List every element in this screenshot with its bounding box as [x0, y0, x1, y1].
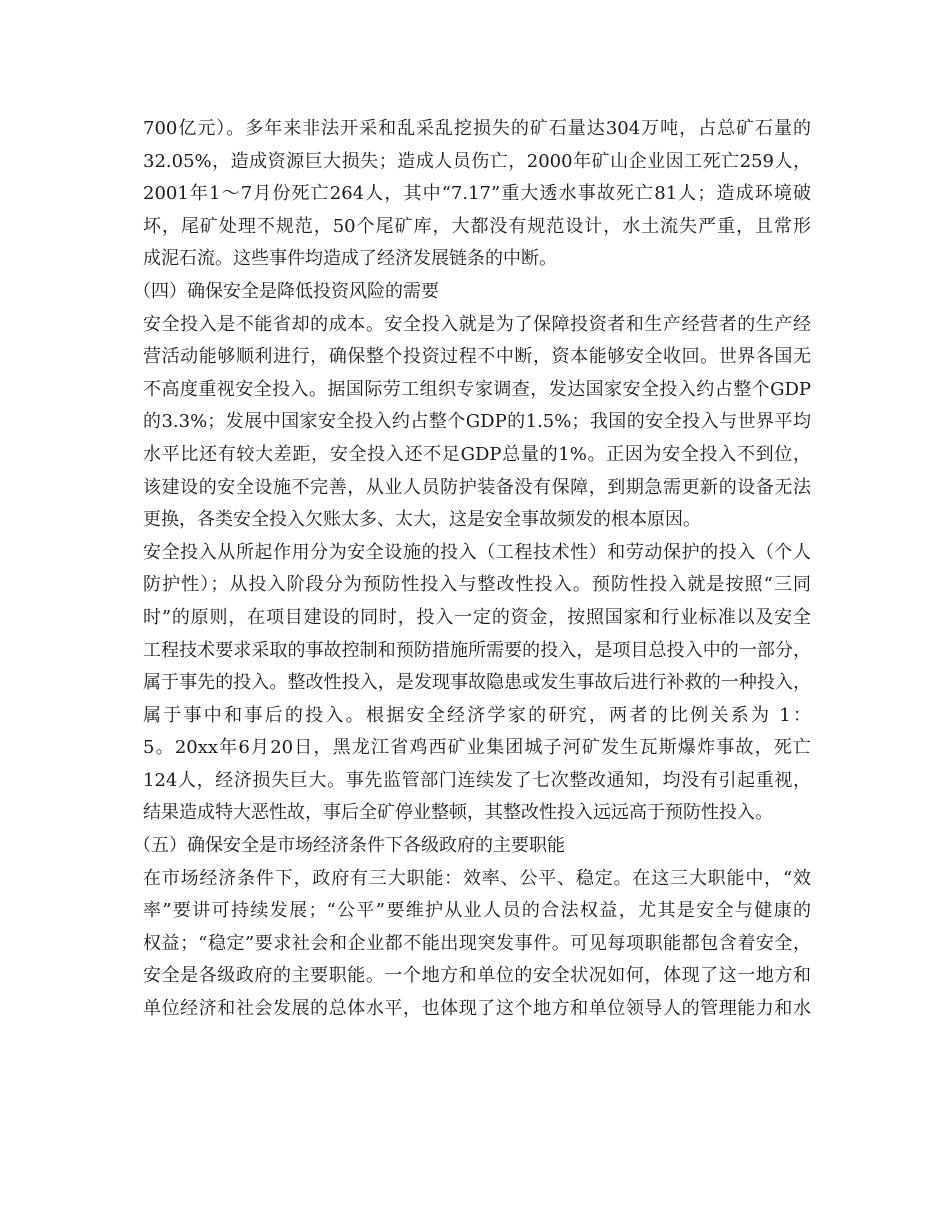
text-line: 属于事中和事后的投入。根据安全经济学家的研究，两者的比例关系为 1：	[143, 704, 811, 726]
text-line: 124人，经济损失巨大。事先监管部门连续发了七次整改通知，均没有引起重视，	[143, 769, 811, 791]
text-line: 在市场经济条件下，政府有三大职能：效率、公平、稳定。在这三大职能中，“效	[143, 867, 811, 889]
text-line: 安全投入从所起作用分为安全设施的投入（工程技术性）和劳动保护的投入（个人	[143, 541, 811, 563]
text-line: 率”要讲可持续发展；“公平”要维护从业人员的合法权益，尤其是安全与健康的	[143, 900, 811, 922]
text-line: 更换，各类安全投入欠账太多、太大，这是安全事故频发的根本原因。	[143, 509, 701, 531]
text-line: 2001年1～7月份死亡264人，其中“7.17”重大透水事故死亡81人；造成环境破	[143, 183, 811, 205]
text-line: 5。20xx年6月20日，黑龙江省鸡西矿业集团城子河矿发生瓦斯爆炸事故，死亡	[143, 737, 811, 759]
text-line: 结果造成特大恶性故，事后全矿停业整顿，其整改性投入远远高于预防性投入。	[143, 802, 773, 824]
section-heading: （五）确保安全是市场经济条件下各级政府的主要职能	[133, 835, 565, 857]
text-line: 工程技术要求采取的事故控制和预防措施所需要的投入，是项目总投入中的一部分，	[143, 639, 811, 661]
text-line: 时”的原则，在项目建设的同时，投入一定的资金，按照国家和行业标准以及安全	[143, 606, 811, 628]
text-line: 安全是各级政府的主要职能。一个地方和单位的安全状况如何，体现了这一地方和	[143, 965, 811, 987]
text-line: 坏，尾矿处理不规范，50个尾矿库，大都没有规范设计，水土流失严重，且常形	[143, 215, 811, 237]
text-line: 的3.3%；发展中国家安全投入约占整个GDP的1.5%；我国的安全投入与世界平均	[143, 411, 811, 433]
text-line: 700亿元）。多年来非法开采和乱采乱挖损失的矿石量达304万吨，占总矿石量的	[143, 118, 811, 139]
text-line: 32.05%，造成资源巨大损失；造成人员伤亡，2000年矿山企业因工死亡259人，	[143, 150, 811, 172]
text-line: 成泥石流。这些事件均造成了经济发展链条的中断。	[143, 248, 557, 270]
text-line: 权益；“稳定”要求社会和企业都不能出现突发事件。可见每项职能都包含着安全，	[143, 932, 811, 954]
text-line: 单位经济和社会发展的总体水平，也体现了这个地方和单位领导人的管理能力和水	[143, 998, 811, 1020]
text-line: 水平比还有较大差距，安全投入还不足GDP总量的1%。正因为安全投入不到位，	[143, 443, 811, 465]
text-line: 安全投入是不能省却的成本。安全投入就是为了保障投资者和生产经营者的生产经	[143, 313, 811, 335]
text-line: 防护性）；从投入阶段分为预防性投入与整改性投入。预防性投入就是按照“三同	[143, 574, 811, 596]
section-heading: （四）确保安全是降低投资风险的需要	[133, 280, 439, 302]
text-line: 不高度重视安全投入。据国际劳工组织专家调查，发达国家安全投入约占整个GDP	[143, 378, 811, 400]
text-line: 该建设的安全设施不完善，从业人员防护装备没有保障，到期急需更新的设备无法	[143, 476, 811, 498]
text-line: 属于事先的投入。整改性投入，是发现事故隐患或发生事故后进行补救的一种投入，	[143, 672, 811, 694]
document-body	[133, 113, 811, 1026]
text-line: 营活动能够顺利进行，确保整个投资过程不中断，资本能够安全收回。世界各国无	[143, 346, 811, 368]
